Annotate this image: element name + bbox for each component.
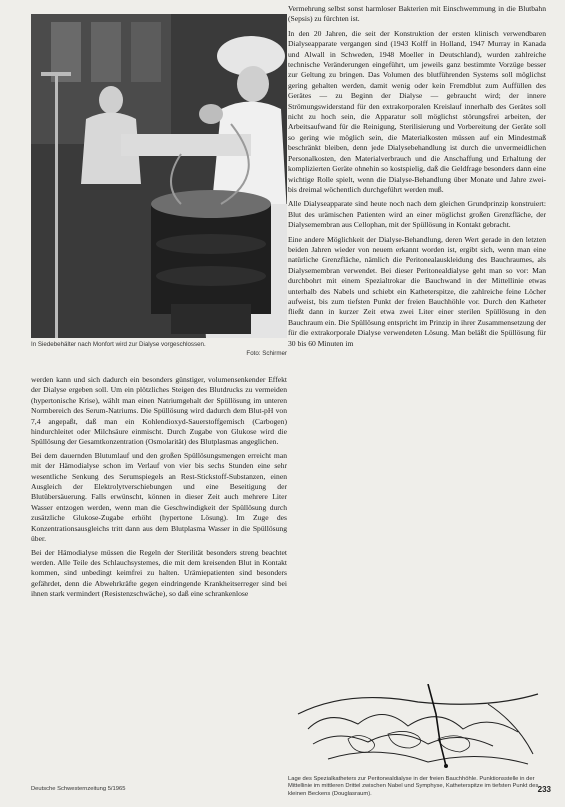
right-paragraph-4: Eine andere Möglichkeit der Dialyse-Behandlung, deren Wert gerade in den letzten beiden Jahren wieder von neuem erkannt worden ist, ergibt sich, wenn man eine natürliche Grenzfläche, nämlich die Peritonealauskleidung des Bauchraumes, als Dialysemembran verwendet. Bei dieser Peritonealdialyse geht man so vor: Man durchbohrt mit einem Spezialtrokar die Bauchwand in der Mittellinie etwas unterhalb des Nabels und schiebt ein Katheterspitze, die zahlreiche feine Löcher aufweist, bis zum tiefsten Punkt der freien Bauchhöhle vor. Durch den Katheter fließt dann in kurzer Zeit etwa zwei Liter einer sterilen Spüllösung in den Bauchraum ein. Die Spüllösung entspricht im Prinzip in ihrer Zusammensetzung der für die extrakorporale Dialyse verwendeten Lösung. Man beläßt die Spüllösung für 30 bis 60 Minuten im (288, 234, 546, 348)
photo-caption-block (31, 340, 287, 362)
diagram-caption: Lage des Spezialkatheters zur Peritonealdialyse in der freien Bauchhöhle. Punktionsstelle in der Mittellinie im mittleren Drittel zwischen Nabel und Symphyse, Katheterspitze im tiefsten Punkt des kleinen Beckens (Douglasraum). (288, 776, 539, 797)
dialysis-photo-image (31, 14, 287, 338)
journal-footer: Deutsche Schwesternzeitung 5/1965 (31, 786, 126, 792)
left-paragraph-2: Bei dem dauernden Blutumlauf und den großen Spüllösungsmengen erreicht man mit der Hämodialyse schon im Verlauf von vier bis sechs Stunden eine sehr wesentliche Senkung des Serumspiegels an Rest-Stickstoff-Substanzen, einen Ausgleich der Elektrolytverschiebungen und eine Beseitigung der Blutübersäuerung. Falls erwünscht, können in dieser Zeit auch mehrere Liter Wasser entzogen werden, wenn man die Geschwindigkeit der Spüllösung durch zusätzliche Glukose-Zugabe erhöht (hypertone Lösung). Im Zuge des Konzentrationsausgleichs tritt dann aus dem Blutplasma Wasser in die Spüllösung über. (31, 450, 287, 544)
photo-caption: In Siedebehälter nach Monfort wird zur Dialyse vorgeschlossen. (31, 341, 206, 348)
peritoneal-catheter-diagram (288, 684, 546, 774)
right-paragraph-2: In den 20 Jahren, die seit der Konstruktion der ersten klinisch verwendbaren Dialyseapparate vergangen sind (1943 Kolff in Holland, 1947 Murray in Kanada und Alwall in Schweden, 1948 Moeller in Deutschland), wurden zahlreiche technische Veränderungen eingeführt, um jeweils ganz bestimmte Vorzüge besser zur Geltung zu bringen. Das Volumen des blutführenden Systems soll möglichst gering gehalten werden, damit wenig oder kein Fremdblut zum Auffüllen des Gerätes — zu Beginn der Dialyse — gebraucht wird; der innere Strömungswiderstand für den extrakorporalen Kreislauf innerhalb des Gerätes soll nicht zu hoch sein, die Apparatur soll möglichst störungsfrei arbeiten, der Arbeitsaufwand für die Reinigung, Sterilisierung und Vorbereitung der Geräte soll so gering wie möglich sein, die Materialkosten müssen auf ein Mindestmaß beschränkt bleiben, denn jede Dialysebehandlung ist durch die unvermeidlichen Personalkosten, den Materialverbrauch und die Anschaffung und Erhaltung der komplizierten Geräte ohnehin so kostspielig, daß die Geldfrage besonders dann eine wichtige Rolle spielt, wenn die Dialyse-Behandlung über Monate und Jahre zwei- bis dreimal wöchentlich durchgeführt werden muß. (288, 28, 546, 194)
abdomen-cross-section-drawing (288, 684, 546, 774)
left-paragraph-3: Bei der Hämodialyse müssen die Regeln der Sterilität besonders streng beachtet werden. Alle Teile des Schlauchsystemes, die mit dem kreisenden Blut in Kontakt kommen, sind unbedingt keimfrei zu halten. Urämiepatienten sind besonders gefährdet, denn die Abwehrkräfte gegen eindringende Krankheitserreger sind bei ihnen stark vermindert (Resistenzschwäche), so daß eine schrankenlose (31, 547, 287, 599)
page-number: 233 (537, 785, 551, 794)
right-text-column (288, 4, 546, 353)
right-paragraph-1: Vermehrung selbst sonst harmloser Bakterien mit Einschwemmung in die Blutbahn (Sepsis) zu fürchten ist. (288, 4, 546, 24)
right-paragraph-3: Alle Dialyseapparate sind heute noch nach dem gleichen Grundprinzip konstruiert: Blut des urämischen Patienten wird an einer möglichst großen Grenzfläche, der Dialysemembran aus Cellophan, mit der Spüllösung in Kontakt gebracht. (288, 199, 546, 230)
left-text-column (31, 375, 287, 603)
left-paragraph-1: werden kann und sich dadurch ein besonders günstiger, volumensenkender Effekt der Dialyse ergeben soll. Um ein plötzliches Steigen des Blutdrucks zu vermeiden (hypertonische Krise), wählt man einen Natriumgehalt der Spüllösung im unteren Normbereich des Serum-Natriums. Die Spüllösung wird dadurch dem Blut-pH von 7,4 angepaßt, daß man ein Kohlendioxyd-Sauerstoffgemisch (Carbogen) hindurchleitet oder Milchsäure einmischt. Durch Zugabe von Glukose wird die Spüllösung der Gesamtkonzentration (Osmolarität) des Blutplasmas angeglichen. (31, 375, 287, 447)
dialysis-photo (31, 14, 287, 338)
photo-credit: Foto: Schirmer (246, 350, 287, 357)
